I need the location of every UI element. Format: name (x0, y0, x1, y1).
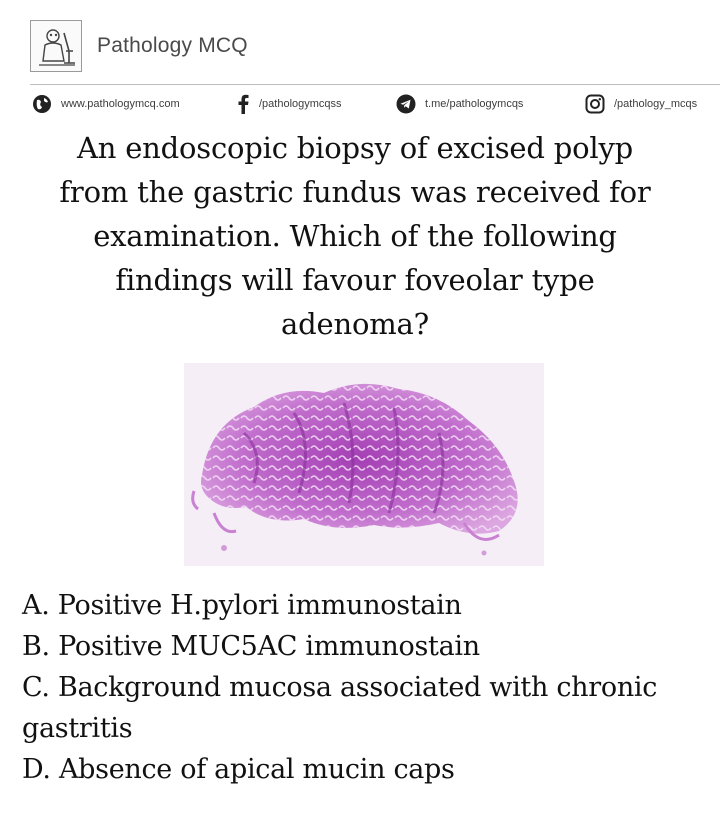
option-a[interactable]: A. Positive H.pylori immunostain (22, 590, 462, 621)
facebook-link[interactable] (236, 94, 342, 114)
question-line: examination. Which of the following (93, 219, 617, 253)
header-divider (30, 84, 720, 85)
option-d[interactable]: D. Absence of apical mucin caps (22, 754, 455, 785)
option-b[interactable]: B. Positive MUC5AC immunostain (22, 631, 480, 662)
option-c[interactable]: C. Background mucosa associated with chronic gastritis (22, 672, 658, 744)
answer-options (22, 585, 717, 790)
histology-image (184, 363, 544, 566)
telegram-link[interactable] (396, 94, 523, 114)
telegram-text: t.me/pathologymcqs (425, 98, 524, 110)
website-text: www.pathologymcq.com (61, 98, 180, 110)
instagram-link[interactable] (585, 94, 697, 114)
question-line: adenoma? (281, 307, 429, 341)
facebook-icon (236, 94, 250, 114)
website-link[interactable] (32, 94, 180, 114)
facebook-text: /pathologymcqss (259, 98, 342, 110)
instagram-text: /pathology_mcqs (614, 98, 698, 110)
instagram-icon (585, 94, 605, 114)
brand-name: Pathology MCQ (97, 34, 248, 57)
telegram-icon (396, 94, 416, 114)
question-line: An endoscopic biopsy of excised polyp (76, 131, 634, 165)
question-line: from the gastric fundus was received for (59, 175, 651, 209)
histology-image-icon (184, 363, 544, 566)
question-line: findings will favour foveolar type (115, 263, 595, 297)
globe-icon (32, 94, 52, 114)
microscopist-logo-icon (30, 20, 82, 72)
question-text (14, 126, 696, 346)
